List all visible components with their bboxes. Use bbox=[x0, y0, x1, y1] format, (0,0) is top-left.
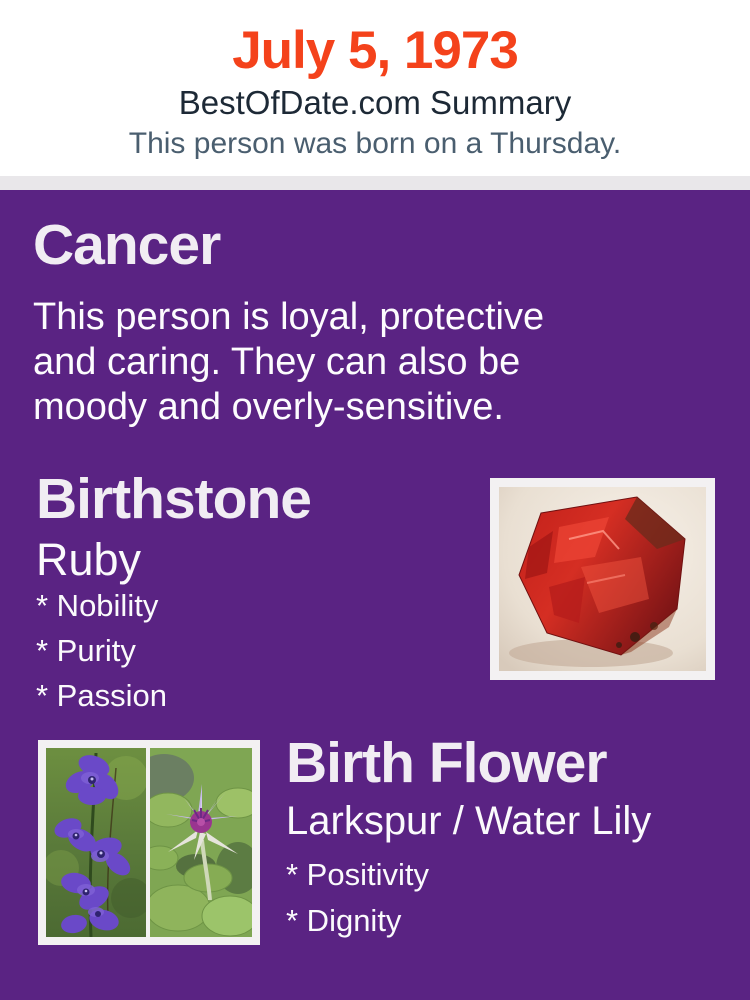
birth-flower-photo bbox=[38, 740, 260, 945]
birth-flower-traits bbox=[286, 852, 429, 944]
birthstone-name: Ruby bbox=[36, 534, 142, 585]
birth-flower-trait: * Dignity bbox=[286, 903, 402, 938]
site-summary-title: BestOfDate.com Summary bbox=[178, 84, 572, 121]
zodiac-description-line: This person is loyal, protective bbox=[33, 296, 545, 338]
birthstone-traits bbox=[36, 583, 167, 718]
zodiac-description-line: moody and overly-sensitive. bbox=[33, 386, 504, 428]
birth-flower-name: Larkspur / Water Lily bbox=[286, 799, 652, 843]
zodiac-sign-heading: Cancer bbox=[33, 213, 221, 277]
zodiac-description bbox=[33, 295, 544, 430]
water-lily-illustration bbox=[150, 748, 252, 937]
born-day-line: This person was born on a Thursday. bbox=[128, 127, 622, 160]
date-title: July 5, 1973 bbox=[232, 21, 518, 80]
birth-flower-heading: Birth Flower bbox=[286, 731, 607, 795]
header-divider bbox=[0, 176, 750, 190]
birthstone-trait: * Purity bbox=[36, 633, 136, 668]
ruby-gemstone-illustration bbox=[499, 487, 706, 671]
birthstone-heading: Birthstone bbox=[36, 467, 311, 531]
header bbox=[0, 0, 750, 176]
birth-flower-photo-panels bbox=[46, 748, 252, 937]
larkspur-illustration bbox=[46, 748, 146, 937]
zodiac-description-line: and caring. They can also be bbox=[33, 341, 521, 383]
birthstone-trait: * Passion bbox=[36, 678, 167, 713]
ruby-photo bbox=[490, 478, 715, 680]
summary-body bbox=[0, 190, 750, 1000]
birth-flower-trait: * Positivity bbox=[286, 857, 429, 892]
birthstone-trait: * Nobility bbox=[36, 588, 159, 623]
